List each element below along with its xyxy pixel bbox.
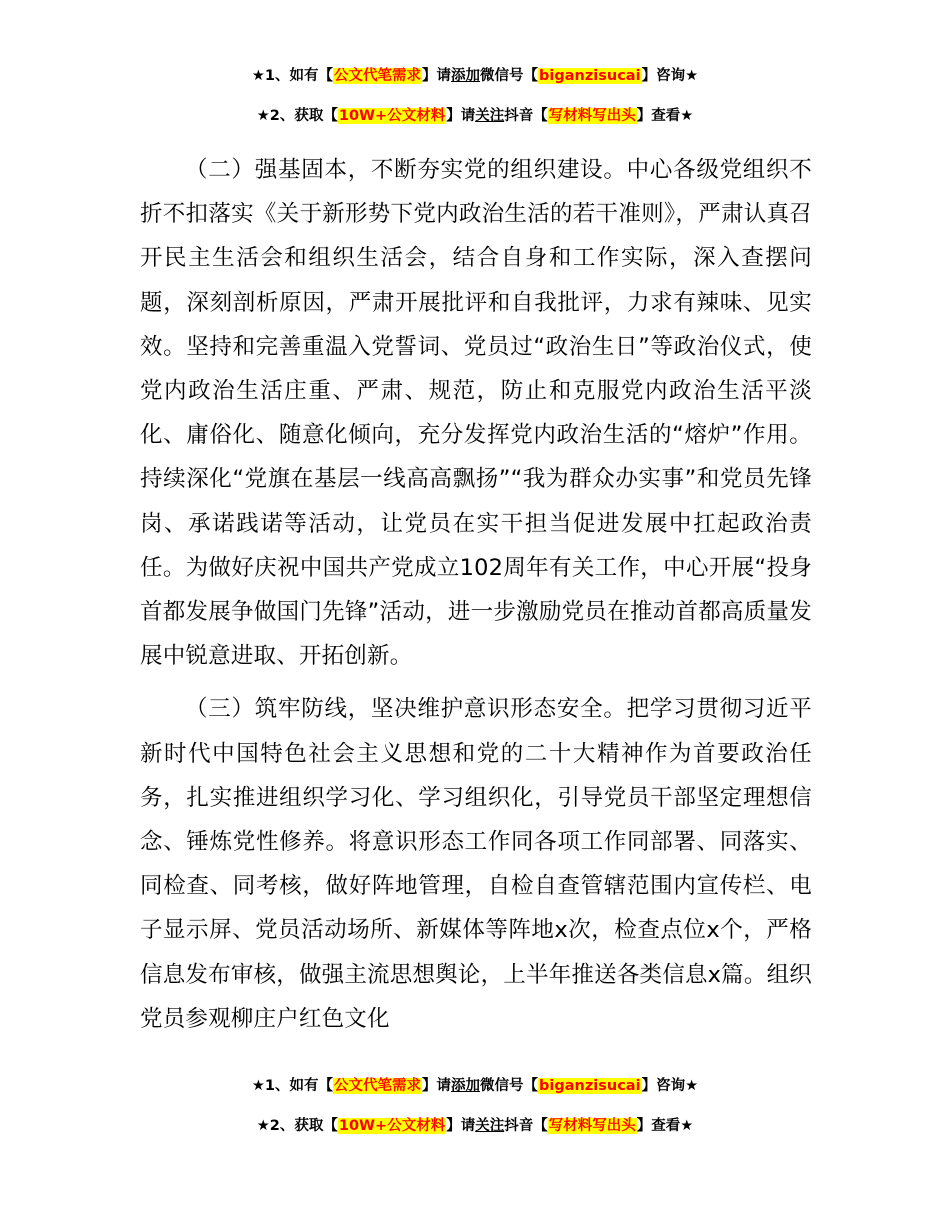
banner-underline: 关注 bbox=[475, 1118, 505, 1134]
banner-text: 】咨询★ bbox=[641, 68, 699, 84]
banner-highlight: biganzisucai bbox=[539, 1078, 641, 1094]
banner-text: 微信号【 bbox=[480, 1078, 539, 1094]
banner-highlight: 写材料写出头 bbox=[548, 1118, 636, 1134]
banner-text: 抖音【 bbox=[504, 1118, 548, 1134]
paragraph-ideology-security: （三）筑牢防线，坚决维护意识形态安全。把学习贯彻习近平新时代中国特色社会主义思想和党的二十大精神作为首要政治任务，扎实推进组织学习化、学习组织化，引导党员干部坚定理想信念、锤炼党性修养。将意识形态工作同各项工作同部署、同落实、同检查、同考核，做好阵地管理，自检自查管辖范围内宣传栏、电子显示屏、党员活动场所、新媒体等阵地x次，检查点位x个，严格信息发布审核，做强主流思想舆论，上半年推送各类信息x篇。组织党员参观柳庄户红色文化 bbox=[140, 696, 812, 1032]
banner-text: ★2、获取【 bbox=[256, 108, 338, 124]
banner-text: 抖音【 bbox=[504, 108, 548, 124]
banner-text: 】查看★ bbox=[636, 108, 694, 124]
paragraph-organization-building: （二）强基固本，不断夯实党的组织建设。中心各级党组织不折不扣落实《关于新形势下党内政治生活的若干准则》，严肃认真召开民主生活会和组织生活会，结合自身和工作实际，深入查摆问题，深刻剖析原因，严肃开展批评和自我批评，力求有辣味、见实效。坚持和完善重温入党誓词、党员过“政治生日”等政治仪式，使党内政治生活庄重、严肃、规范，防止和克服党内政治生活平淡化、庸俗化、随意化倾向，充分发挥党内政治生活的“熔炉”作用。持续深化“党旗在基层一线高高飘扬”“我为群众办实事”和党员先锋岗、承诺践诺等活动，让党员在实干担当促进发展中扛起政治责任。为做好庆祝中国共产党成立102周年有关工作，中心开展“投身首都发展争做国门先锋”活动，进一步激励党员在推动首都高质量发展中锐意进取、开拓创新。 bbox=[140, 157, 812, 670]
banner-highlight: 公文代笔需求 bbox=[334, 68, 422, 84]
banner-text: ★1、如有【 bbox=[251, 1078, 334, 1094]
banner-text: 】请 bbox=[422, 68, 452, 84]
banner-underline: 关注 bbox=[475, 108, 505, 124]
banner-text: 】咨询★ bbox=[641, 1078, 699, 1094]
banner-underline: 添加 bbox=[451, 1078, 481, 1094]
banner-underline: 添加 bbox=[451, 68, 481, 84]
bottom-banner-line-1 bbox=[0, 1076, 950, 1096]
banner-highlight: 10W+公文材料 bbox=[338, 108, 446, 124]
banner-text: 】查看★ bbox=[636, 1118, 694, 1134]
banner-text: ★1、如有【 bbox=[251, 68, 334, 84]
top-banner-line-1 bbox=[0, 66, 950, 86]
banner-highlight: 10W+公文材料 bbox=[338, 1118, 446, 1134]
banner-text: 】请 bbox=[446, 108, 476, 124]
document-body bbox=[140, 148, 812, 1050]
banner-highlight: biganzisucai bbox=[539, 68, 641, 84]
banner-text: ★2、获取【 bbox=[256, 1118, 338, 1134]
top-banner-line-2 bbox=[0, 106, 950, 126]
banner-text: 微信号【 bbox=[480, 68, 539, 84]
banner-text: 】请 bbox=[446, 1118, 476, 1134]
banner-text: 】请 bbox=[422, 1078, 452, 1094]
bottom-banner-line-2 bbox=[0, 1116, 950, 1136]
banner-highlight: 写材料写出头 bbox=[548, 108, 636, 124]
banner-highlight: 公文代笔需求 bbox=[334, 1078, 422, 1094]
